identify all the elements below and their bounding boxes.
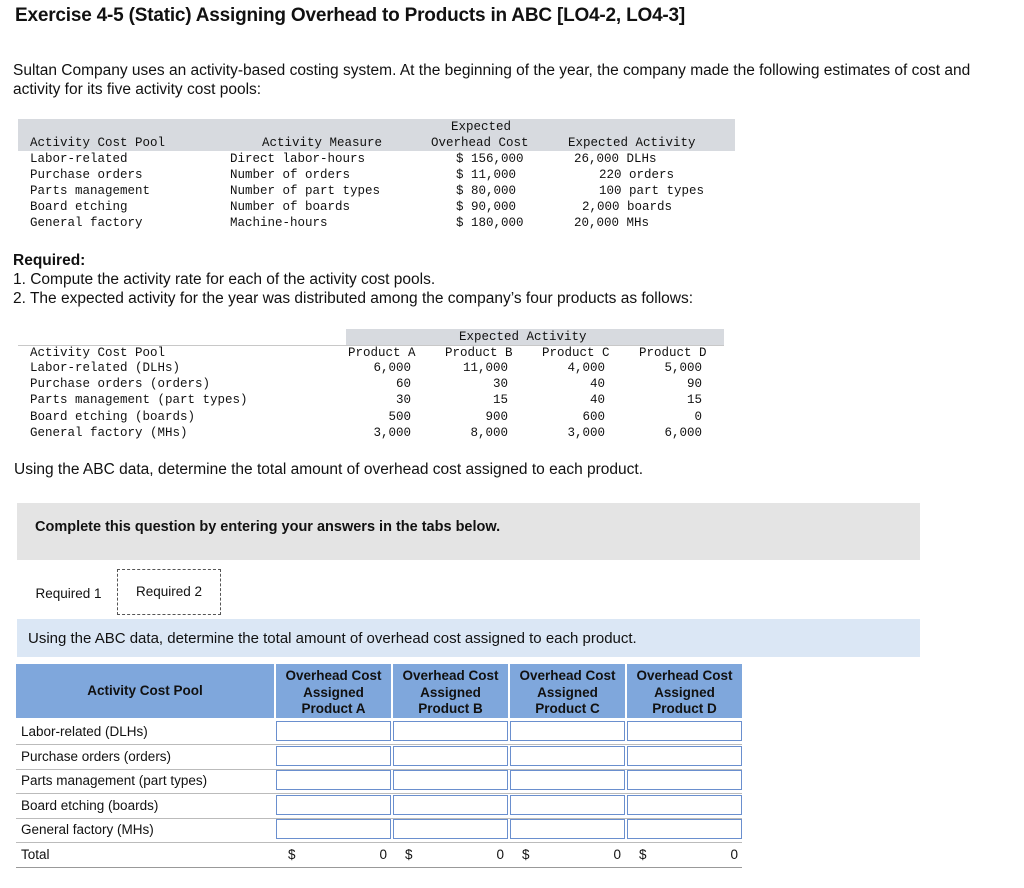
answer-header-product — [393, 664, 508, 718]
answer-input[interactable] — [276, 819, 391, 839]
answer-input[interactable] — [510, 746, 625, 766]
currency-symbol: $ — [288, 846, 296, 862]
required-item-1: 1. Compute the activity rate for each of the activity cost pools. — [13, 271, 436, 288]
info-bar-text: Using the ABC data, determine the total amount of overhead cost assigned to each product. — [28, 630, 637, 647]
t1-activity: 20,000 MHs — [574, 216, 650, 230]
t2-value: 0 — [694, 409, 702, 424]
answer-input[interactable] — [627, 819, 742, 839]
answer-row — [16, 720, 742, 745]
answer-row-label: Board etching (boards) — [21, 797, 159, 813]
intro-text: Sultan Company uses an activity-based costing system. At the beginning of the year, the company made the following estimates of cost and activity for its five activity cost pools: — [13, 62, 971, 98]
group-header: Expected Activity — [459, 330, 587, 344]
answer-input[interactable] — [276, 795, 391, 815]
t2-pool: Parts management (part types) — [30, 393, 248, 408]
t1-pool: General factory — [30, 216, 143, 230]
answer-row — [16, 745, 742, 770]
answer-input[interactable] — [393, 770, 508, 790]
t1-activity: 2,000 boards — [582, 200, 673, 214]
answer-total-value: 0 — [496, 846, 504, 862]
answer-row — [16, 769, 742, 794]
answer-header-product — [627, 664, 742, 718]
t2-value: 15 — [686, 393, 702, 408]
answer-header-line: Product D — [652, 701, 717, 716]
t1-activity: 100 part types — [599, 184, 705, 198]
t2-value: 3,000 — [567, 425, 605, 440]
t2-value: 30 — [395, 393, 411, 408]
t2-value: 600 — [582, 409, 605, 424]
answer-row-label: Parts management (part types) — [21, 773, 208, 788]
answer-header-line: Product C — [535, 701, 600, 716]
answer-header-line: Overhead Cost — [519, 668, 616, 683]
col-header-pool: Activity Cost Pool — [30, 346, 166, 360]
info-bar — [17, 619, 920, 657]
answer-total-value: 0 — [379, 846, 387, 862]
required-item-2: 2. The expected activity for the year was distributed among the company’s four products as follows: — [13, 290, 694, 307]
t1-measure: Direct labor-hours — [230, 152, 366, 166]
t2-value: 60 — [395, 377, 411, 392]
col-header-pool: Activity Cost Pool — [30, 136, 166, 150]
t1-pool: Labor-related — [30, 152, 128, 166]
answer-header-line: Assigned — [537, 684, 598, 700]
t1-cost: $ 156,000 — [456, 152, 524, 166]
t2-value: 6,000 — [373, 361, 411, 375]
complete-banner-text: Complete this question by entering your answers in the tabs below. — [35, 519, 501, 535]
answer-total-value: 0 — [613, 846, 621, 862]
answer-header-product — [276, 664, 391, 718]
cost-pool-estimates-table — [18, 119, 735, 231]
t1-measure: Number of orders — [230, 168, 351, 182]
col-header-product: Product B — [445, 346, 513, 360]
answer-row — [16, 818, 742, 843]
t2-value: 15 — [492, 393, 508, 408]
t1-measure: Number of part types — [230, 184, 381, 198]
t1-cost: $ 11,000 — [456, 168, 517, 182]
required-label: Required: — [13, 252, 86, 269]
answer-input[interactable] — [393, 746, 508, 766]
answer-input[interactable] — [276, 721, 391, 741]
t2-value: 11,000 — [462, 361, 508, 375]
tab-required-2[interactable]: Required 2 — [117, 569, 221, 615]
t1-measure: Number of boards — [230, 200, 351, 214]
answer-row-label: General factory (MHs) — [21, 822, 154, 837]
answer-input[interactable] — [276, 770, 391, 790]
t2-value: 40 — [589, 377, 605, 392]
t1-measure: Machine-hours — [230, 216, 328, 230]
answer-input[interactable] — [627, 721, 742, 741]
answer-header-product — [510, 664, 625, 718]
required-section — [13, 251, 693, 308]
answer-row-label: Purchase orders (orders) — [21, 748, 172, 764]
answer-row-label: Labor-related (DLHs) — [21, 724, 148, 739]
t1-activity: 220 orders — [599, 168, 675, 182]
answer-input[interactable] — [627, 746, 742, 766]
t2-pool: Purchase orders (orders) — [30, 377, 211, 392]
answer-header-line: Product B — [418, 701, 483, 716]
col-header-measure: Activity Measure — [262, 136, 383, 150]
col-header-cost: Overhead Cost — [431, 136, 529, 150]
answer-input[interactable] — [276, 746, 391, 766]
col-header-cost-top: Expected — [451, 120, 512, 134]
answer-input[interactable] — [627, 770, 742, 790]
col-header-product: Product C — [542, 346, 610, 360]
t1-activity: 26,000 DLHs — [574, 152, 657, 166]
col-header-product: Product D — [639, 346, 707, 360]
t1-pool: Board etching — [30, 200, 128, 214]
t2-value: 30 — [492, 377, 508, 392]
t2-value: 3,000 — [373, 425, 411, 440]
t2-value: 8,000 — [470, 425, 508, 440]
answer-input[interactable] — [510, 721, 625, 741]
t2-value: 6,000 — [664, 425, 702, 440]
col-header-product: Product A — [348, 346, 416, 360]
t2-value: 500 — [388, 409, 411, 424]
t1-pool: Purchase orders — [30, 168, 143, 182]
answer-total-label: Total — [21, 846, 50, 862]
t2-pool: General factory (MHs) — [30, 425, 188, 440]
question-text: Using the ABC data, determine the total amount of overhead cost assigned to each product. — [14, 461, 643, 478]
answer-header-line: Assigned — [654, 684, 715, 700]
t2-value: 900 — [485, 409, 508, 424]
answer-total-value: 0 — [730, 846, 738, 862]
answer-row — [16, 794, 742, 819]
answer-header-line: Overhead Cost — [285, 668, 382, 683]
t2-pool: Labor-related (DLHs) — [30, 361, 181, 375]
answer-input[interactable] — [627, 795, 742, 815]
answer-header-line: Assigned — [420, 684, 481, 700]
answer-input[interactable] — [393, 819, 508, 839]
answer-input[interactable] — [393, 795, 508, 815]
t2-value: 40 — [589, 393, 605, 408]
answer-header-pool: Activity Cost Pool — [16, 664, 274, 718]
complete-banner — [17, 503, 920, 560]
t1-pool: Parts management — [30, 184, 151, 198]
t1-cost: $ 180,000 — [456, 216, 524, 230]
t2-pool: Board etching (boards) — [30, 409, 196, 424]
col-header-activity: Expected Activity — [568, 136, 696, 150]
page-title: Exercise 4-5 (Static) Assigning Overhead to Products in ABC [LO4-2, LO4-3] — [15, 5, 686, 26]
answer-header-line: Overhead Cost — [402, 668, 499, 683]
t1-cost: $ 80,000 — [456, 184, 517, 198]
t2-value: 90 — [686, 377, 702, 392]
t1-cost: $ 90,000 — [456, 200, 517, 214]
t2-value: 4,000 — [567, 361, 605, 375]
answer-input[interactable] — [393, 721, 508, 741]
currency-symbol: $ — [639, 846, 647, 862]
answer-header-line: Product A — [301, 701, 366, 716]
t2-value: 5,000 — [664, 361, 702, 375]
answer-input[interactable] — [510, 819, 625, 839]
answer-total-row — [16, 843, 742, 868]
answer-input[interactable] — [510, 795, 625, 815]
answer-header-line: Assigned — [303, 684, 364, 700]
currency-symbol: $ — [522, 846, 530, 862]
currency-symbol: $ — [405, 846, 413, 862]
answer-header-line: Overhead Cost — [636, 668, 733, 683]
answer-input[interactable] — [510, 770, 625, 790]
tab-required-1[interactable]: Required 1 — [35, 586, 102, 601]
